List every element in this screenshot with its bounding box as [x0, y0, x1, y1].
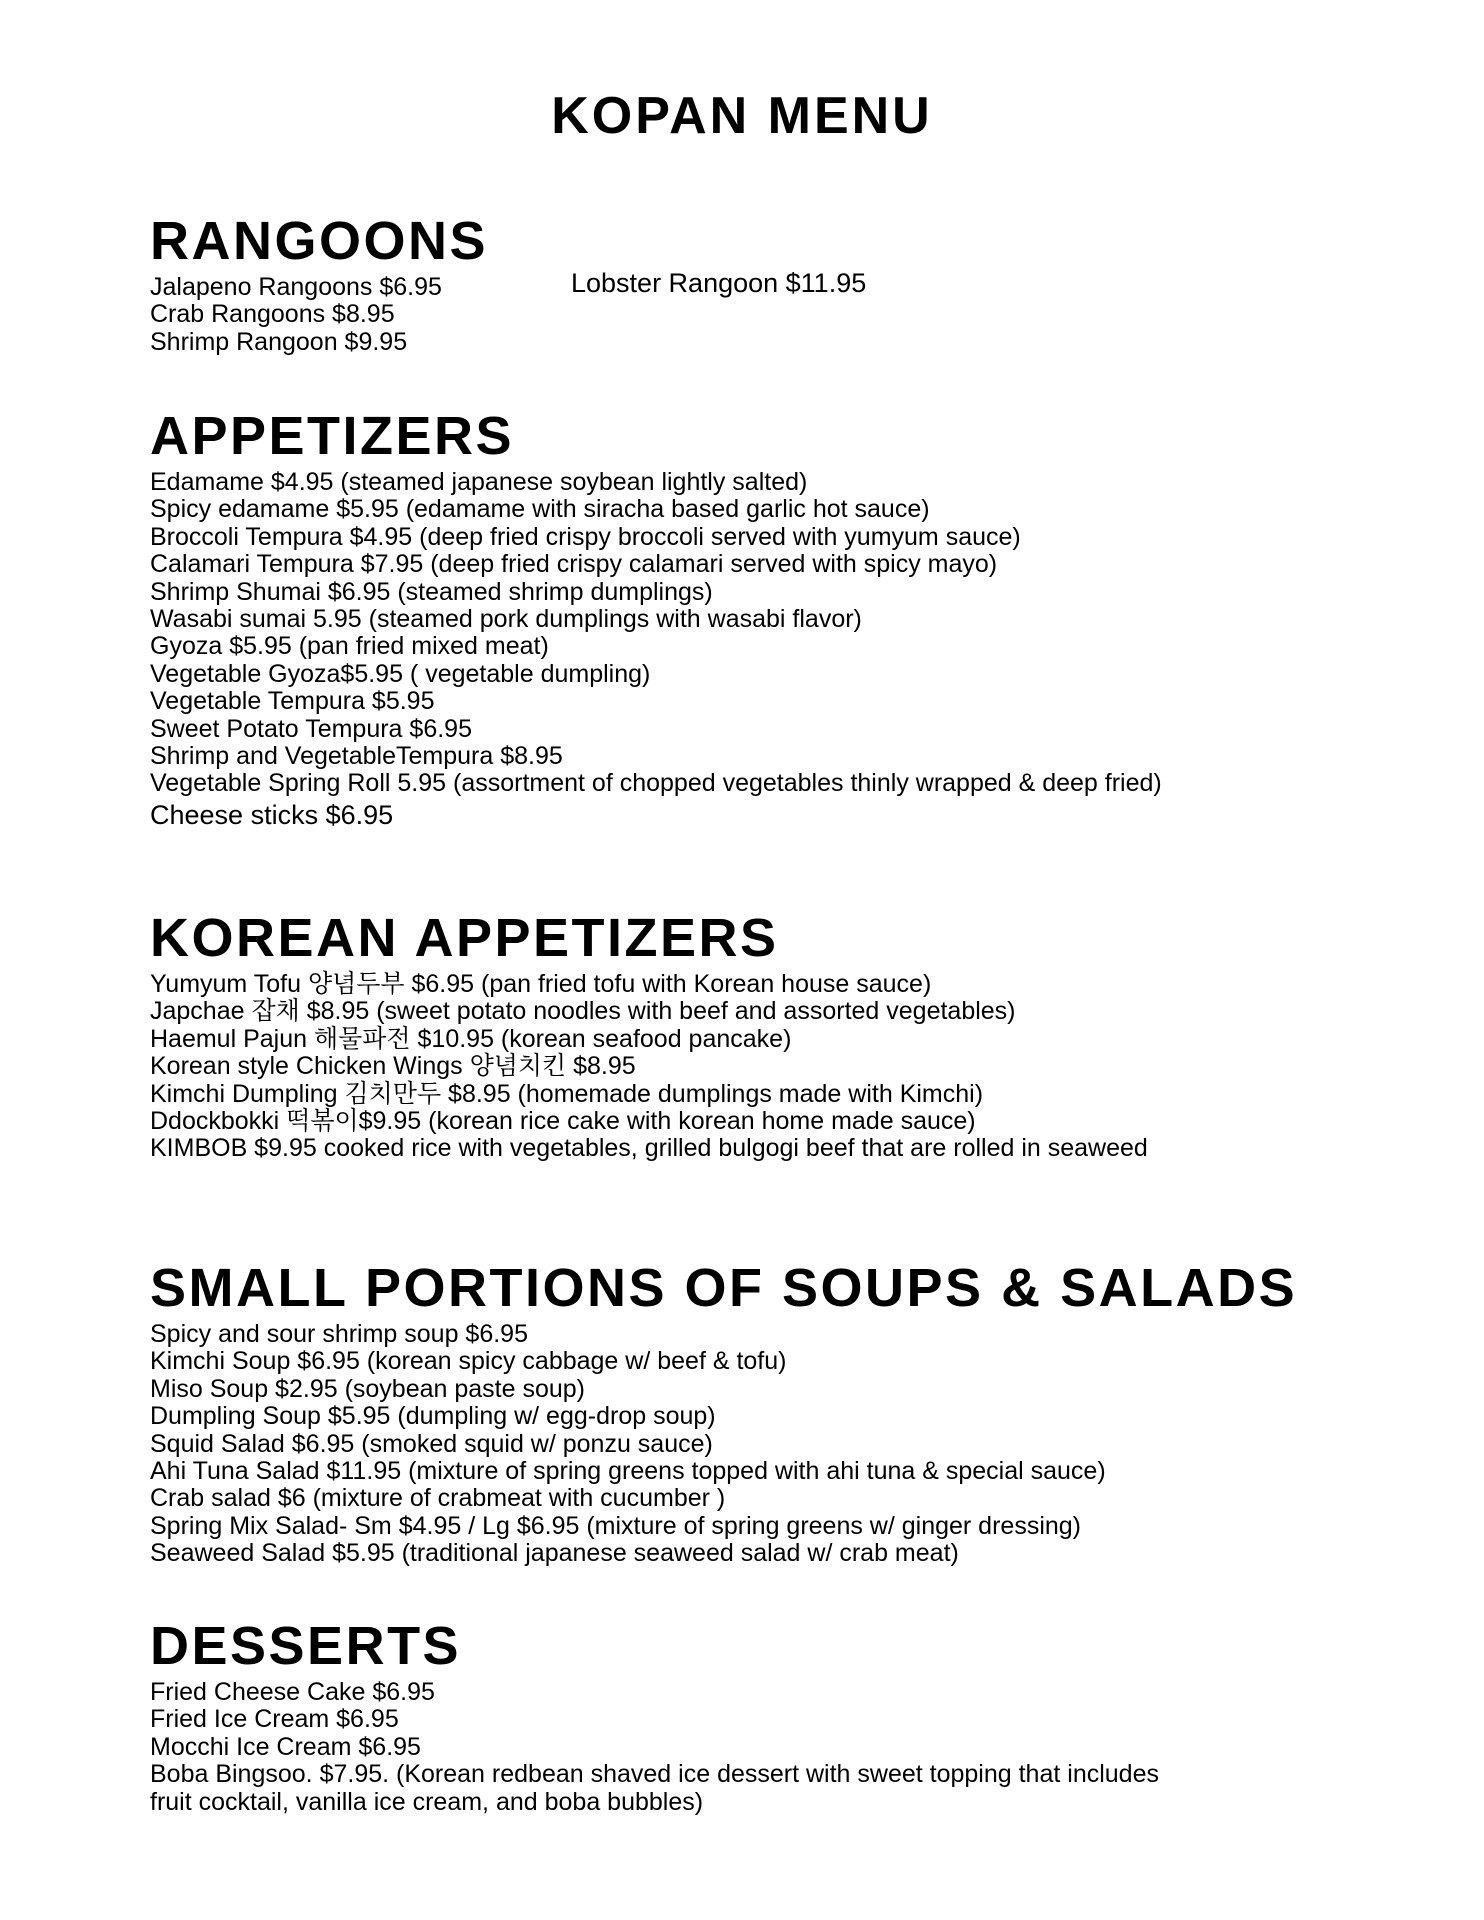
- menu-item: Ahi Tuna Salad $11.95 (mixture of spring greens topped with ahi tuna & special sauce): [150, 1457, 1106, 1486]
- menu-item: Wasabi sumai 5.95 (steamed pork dumplings with wasabi flavor): [150, 605, 862, 634]
- menu-item: Miso Soup $2.95 (soybean paste soup): [150, 1374, 585, 1403]
- section-heading: RANGOONS: [150, 211, 489, 271]
- menu-item: Ddockbokki 떡볶이$9.95 (korean rice cake with korean home made sauce): [150, 1107, 976, 1136]
- menu-item: Spicy and sour shrimp soup $6.95: [150, 1320, 528, 1348]
- menu-item: KIMBOB $9.95 cooked rice with vegetables, grilled bulgogi beef that are rolled in seaweed: [150, 1134, 1148, 1163]
- menu-item: Crab Rangoons $8.95: [150, 300, 395, 329]
- menu-item: fruit cocktail, vanilla ice cream, and boba bubbles): [150, 1787, 704, 1816]
- menu-item: Shrimp and VegetableTempura $8.95: [150, 742, 563, 771]
- menu-item: Vegetable Gyoza$5.95 ( vegetable dumpling): [150, 659, 651, 688]
- menu-item: Kimchi Soup $6.95 (korean spicy cabbage w/ beef & tofu): [150, 1347, 787, 1376]
- section-korean-appetizers: [150, 907, 1450, 1163]
- menu-item: Crab salad $6 (mixture of crabmeat with cucumber ): [150, 1484, 726, 1513]
- menu-item: Korean style Chicken Wings 양념치킨 $8.95: [150, 1052, 636, 1081]
- menu-item: Seaweed Salad $5.95 (traditional japanese seaweed salad w/ crab meat): [150, 1539, 959, 1568]
- menu-item: Kimchi Dumpling 김치만두 $8.95 (homemade dumplings made with Kimchi): [150, 1079, 984, 1108]
- menu-title: KOPAN MENU: [551, 87, 933, 145]
- menu-item: Yumyum Tofu 양념두부 $6.95 (pan fried tofu with Korean house sauce): [150, 970, 932, 998]
- section-heading: DESSERTS: [150, 1616, 462, 1676]
- menu-item: Vegetable Tempura $5.95: [150, 687, 435, 716]
- section-heading: SMALL PORTIONS OF SOUPS & SALADS: [150, 1258, 1298, 1318]
- menu-item: Squid Salad $6.95 (smoked squid w/ ponzu sauce): [150, 1429, 713, 1458]
- menu-item-lobster-rangoon: Lobster Rangoon $11.95: [571, 268, 867, 298]
- menu-item: Japchae 잡채 $8.95 (sweet potato noodles with beef and assorted vegetables): [150, 997, 1016, 1026]
- menu-item: Spring Mix Salad- Sm $4.95 / Lg $6.95 (mixture of spring greens w/ ginger dressing): [150, 1511, 1082, 1540]
- section-appetizers: [150, 405, 1450, 829]
- menu-item: Edamame $4.95 (steamed japanese soybean lightly salted): [150, 468, 808, 496]
- section-heading: APPETIZERS: [150, 406, 515, 466]
- menu-item: Dumpling Soup $5.95 (dumpling w/ egg-drop soup): [150, 1402, 716, 1431]
- menu-item: Boba Bingsoo. $7.95. (Korean redbean shaved ice dessert with sweet topping that includes: [150, 1760, 1159, 1789]
- menu-item: Calamari Tempura $7.95 (deep fried crispy calamari served with spicy mayo): [150, 550, 998, 579]
- menu-item: Fried Cheese Cake $6.95: [150, 1678, 435, 1706]
- menu-item: Gyoza $5.95 (pan fried mixed meat): [150, 632, 549, 661]
- section-desserts: [150, 1615, 1450, 1816]
- menu-item: Spicy edamame $5.95 (edamame with siracha based garlic hot sauce): [150, 495, 930, 524]
- menu-item: Sweet Potato Tempura $6.95: [150, 714, 472, 743]
- menu-item: Haemul Pajun 해물파전 $10.95 (korean seafood pancake): [150, 1024, 792, 1053]
- menu-item: Jalapeno Rangoons $6.95: [150, 273, 442, 301]
- menu-item: Broccoli Tempura $4.95 (deep fried crispy broccoli served with yumyum sauce): [150, 522, 1021, 551]
- section-soups-salads: [150, 1257, 1450, 1568]
- section-heading: KOREAN APPETIZERS: [150, 908, 779, 968]
- menu-item: Mocchi Ice Cream $6.95: [150, 1732, 421, 1761]
- menu-item: Vegetable Spring Roll 5.95 (assortment of chopped vegetables thinly wrapped & deep fried): [150, 769, 1162, 798]
- menu-item-cheese-sticks: Cheese sticks $6.95: [150, 799, 394, 830]
- menu-item: Shrimp Rangoon $9.95: [150, 327, 408, 356]
- menu-item: Shrimp Shumai $6.95 (steamed shrimp dumplings): [150, 577, 713, 606]
- menu-item: Fried Ice Cream $6.95: [150, 1705, 399, 1734]
